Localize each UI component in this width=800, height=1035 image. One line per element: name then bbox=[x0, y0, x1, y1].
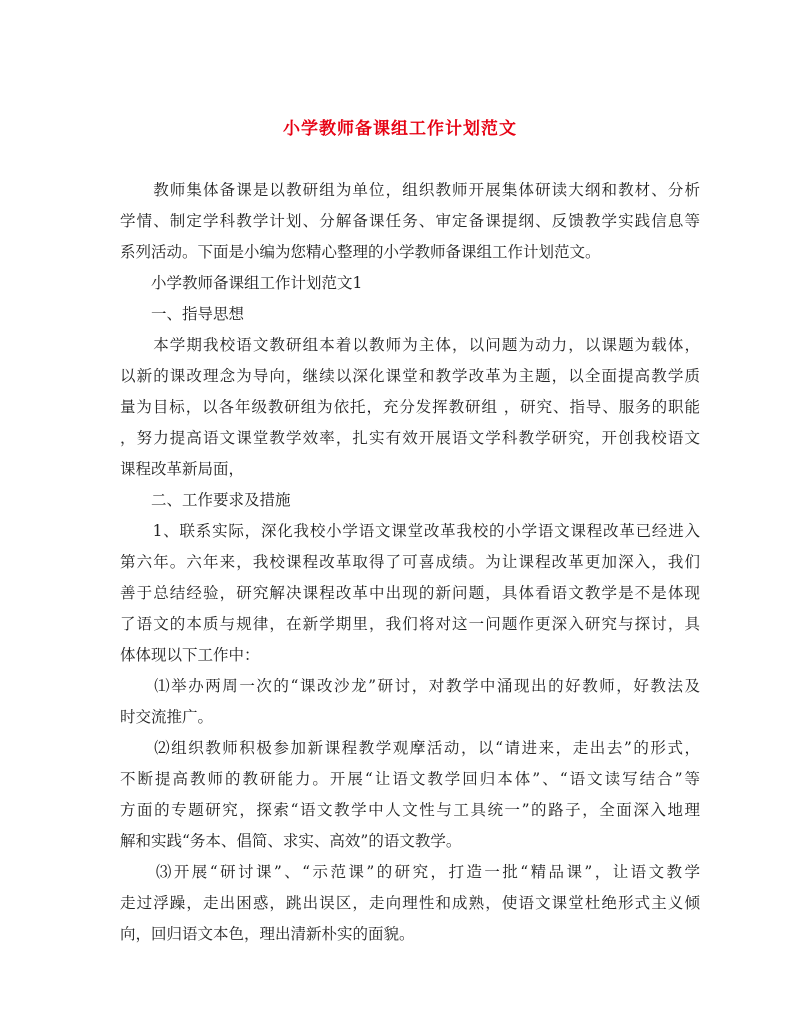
paragraph-line: 二、工作要求及措施 bbox=[120, 491, 291, 509]
paragraph-line: 一、指导思想 bbox=[120, 305, 245, 323]
paragraph-line: 教师集体备课是以教研组为单位，组织教师开展集体研读大纲和教材、分析 bbox=[120, 181, 700, 199]
paragraph-line: 小学教师备课组工作计划范文1 bbox=[120, 274, 363, 292]
paragraph-line: 量为目标，以各年级教研组为依托，充分发挥教研组 ，研究、指导、服务的职能 bbox=[120, 398, 700, 416]
paragraph-line: 以新的课改理念为导向，继续以深化课堂和教学改革为主题，以全面提高教学质 bbox=[120, 367, 700, 385]
paragraph-line: ，努力提高语文课堂教学效率，扎实有效开展语文学科教学研究，开创我校语文 bbox=[120, 429, 700, 447]
paragraph-line: 时交流推广。 bbox=[120, 708, 214, 726]
paragraph-line: 方面的专题研究，探索“语文教学中人文性与工具统一”的路子，全面深入地理 bbox=[120, 801, 700, 819]
paragraph-line: 不断提高教师的教研能力。开展“让语文教学回归本体”、“语文读写结合”等 bbox=[120, 770, 700, 788]
paragraph-line: ⑶开展“研讨课”、“示范课”的研究，打造一批“精品课”，让语文教学 bbox=[120, 863, 700, 881]
paragraph-line: 善于总结经验，研究解决课程改革中出现的新问题，具体看语文教学是不是体现 bbox=[120, 584, 700, 602]
paragraph-line: 1、联系实际，深化我校小学语文课堂改革我校的小学语文课程改革已经进入 bbox=[120, 522, 700, 540]
paragraph-line: 第六年。六年来，我校课程改革取得了可喜成绩。为让课程改革更加深入，我们 bbox=[120, 553, 700, 571]
paragraph-line: 了语文的本质与规律，在新学期里，我们将对这一问题作更深入研究与探讨，具 bbox=[120, 615, 700, 633]
paragraph-line: 系列活动。下面是小编为您精心整理的小学教师备课组工作计划范文。 bbox=[120, 243, 601, 261]
paragraph-line: 课程改革新局面， bbox=[120, 460, 245, 478]
paragraph-line: 解和实践“务本、倡简、求实、高效”的语文教学。 bbox=[120, 832, 462, 850]
paragraph-line: 走过浮躁，走出困惑，跳出误区，走向理性和成熟，使语文课堂杜绝形式主义倾 bbox=[120, 894, 700, 912]
paragraph-line: 学情、制定学科教学计划、分解备课任务、审定备课提纲、反馈教学实践信息等 bbox=[120, 212, 700, 230]
paragraph-line: ⑴举办两周一次的“课改沙龙”研讨，对教学中涌现出的好教师，好教法及 bbox=[120, 677, 700, 695]
paragraph-line: 本学期我校语文教研组本着以教师为主体，以问题为动力，以课题为载体， bbox=[120, 336, 700, 354]
paragraph-line: ⑵组织教师积极参加新课程教学观摩活动，以“请进来，走出去”的形式， bbox=[120, 739, 700, 757]
document-title: 小学教师备课组工作计划范文 bbox=[283, 119, 517, 139]
paragraph-line: 向，回归语文本色，理出清新朴实的面貌。 bbox=[120, 925, 415, 943]
paragraph-line: 体体现以下工作中： bbox=[120, 646, 260, 664]
